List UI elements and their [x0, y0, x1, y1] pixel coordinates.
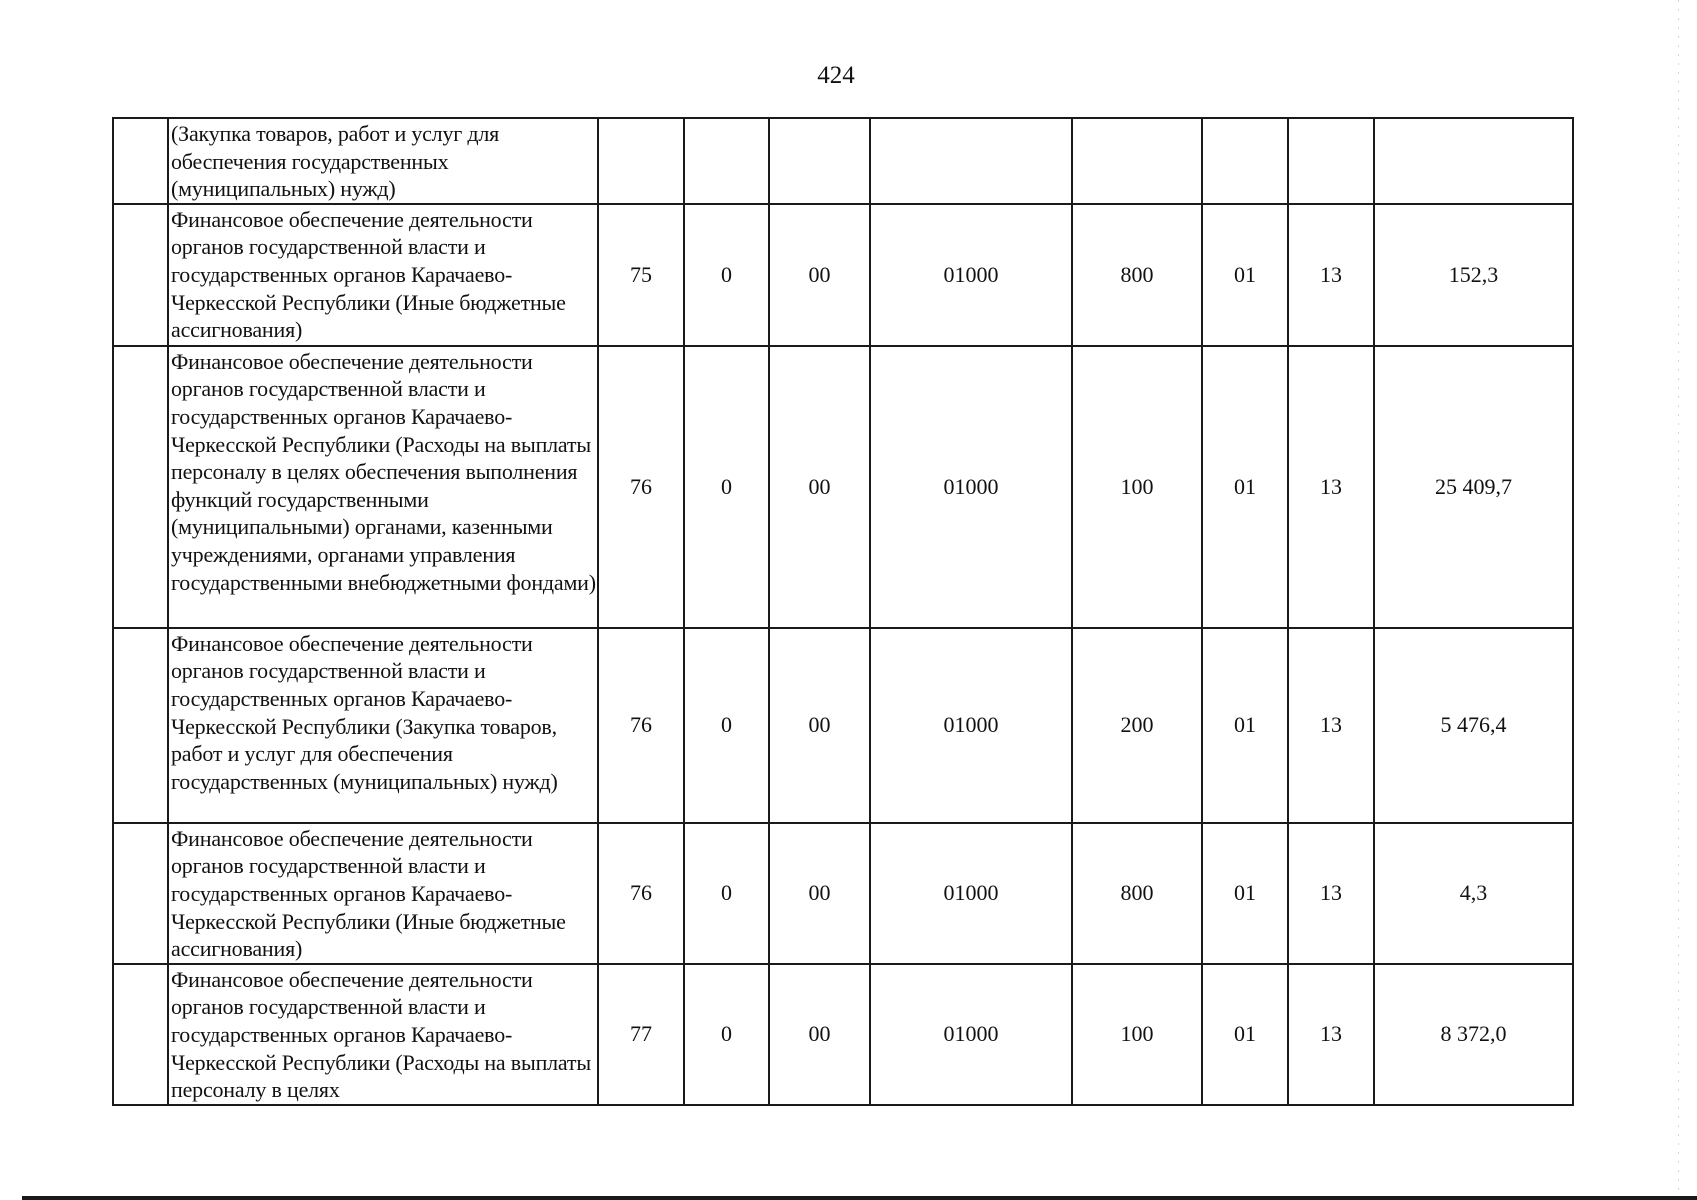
code-cell-2: 0 — [684, 823, 769, 964]
description-cell: Финансовое обеспечение деятельности органов государственной власти и государственных органов Карачаево-Черкесской Республики (Закупка товаров, работ и услуг для обеспечения государственных (муниципальных) нужд) — [168, 628, 598, 823]
row-number-cell — [113, 118, 168, 204]
code-cell-3: 00 — [769, 628, 870, 823]
code-cell-1 — [598, 118, 684, 204]
page-bottom-rule — [22, 1196, 1697, 1200]
section-cell: 01 — [1202, 346, 1288, 628]
subsection-cell — [1288, 118, 1374, 204]
code-cell-2: 0 — [684, 628, 769, 823]
code-cell-4: 01000 — [870, 346, 1072, 628]
section-cell: 01 — [1202, 628, 1288, 823]
table-row — [113, 346, 1573, 628]
amount-cell: 5 476,4 — [1374, 628, 1573, 823]
description-cell: Финансовое обеспечение деятельности органов государственной власти и государственных органов Карачаево-Черкесской Республики (Расходы на выплаты персоналу в целях — [168, 964, 598, 1105]
code-cell-4: 01000 — [870, 823, 1072, 964]
amount-cell: 4,3 — [1374, 823, 1573, 964]
code-cell-1: 75 — [598, 204, 684, 346]
amount-cell: 25 409,7 — [1374, 346, 1573, 628]
code-cell-3: 00 — [769, 823, 870, 964]
scan-edge-artifact — [1678, 0, 1679, 1190]
subsection-cell: 13 — [1288, 628, 1374, 823]
budget-table — [112, 117, 1574, 1106]
section-cell: 01 — [1202, 204, 1288, 346]
amount-cell: 152,3 — [1374, 204, 1573, 346]
section-cell: 01 — [1202, 823, 1288, 964]
code-cell-3: 00 — [769, 964, 870, 1105]
expense-type-cell: 800 — [1072, 204, 1202, 346]
row-number-cell — [113, 964, 168, 1105]
subsection-cell: 13 — [1288, 346, 1374, 628]
description-cell: Финансовое обеспечение деятельности органов государственной власти и государственных органов Карачаево-Черкесской Республики (Расходы на выплаты персоналу в целях обеспечения выполнения функций государственными (муниципальными) органами, казенными учреждениями, органами управления государственными внебюджетными фондами) — [168, 346, 598, 628]
code-cell-2: 0 — [684, 346, 769, 628]
code-cell-2: 0 — [684, 204, 769, 346]
code-cell-4 — [870, 118, 1072, 204]
subsection-cell: 13 — [1288, 964, 1374, 1105]
row-number-cell — [113, 628, 168, 823]
code-cell-2 — [684, 118, 769, 204]
amount-cell: 8 372,0 — [1374, 964, 1573, 1105]
code-cell-4: 01000 — [870, 204, 1072, 346]
subsection-cell: 13 — [1288, 823, 1374, 964]
table-row — [113, 118, 1573, 204]
code-cell-1: 76 — [598, 346, 684, 628]
expense-type-cell: 100 — [1072, 964, 1202, 1105]
section-cell: 01 — [1202, 964, 1288, 1105]
expense-type-cell: 200 — [1072, 628, 1202, 823]
expense-type-cell — [1072, 118, 1202, 204]
row-number-cell — [113, 346, 168, 628]
amount-cell — [1374, 118, 1573, 204]
section-cell — [1202, 118, 1288, 204]
code-cell-1: 77 — [598, 964, 684, 1105]
code-cell-4: 01000 — [870, 628, 1072, 823]
code-cell-1: 76 — [598, 628, 684, 823]
row-number-cell — [113, 823, 168, 964]
expense-type-cell: 800 — [1072, 823, 1202, 964]
expense-type-cell: 100 — [1072, 346, 1202, 628]
page-number: 424 — [817, 62, 855, 89]
subsection-cell: 13 — [1288, 204, 1374, 346]
table-row — [113, 964, 1573, 1105]
budget-table-container — [112, 117, 1572, 1106]
description-cell: Финансовое обеспечение деятельности органов государственной власти и государственных органов Карачаево-Черкесской Республики (Иные бюджетные ассигнования) — [168, 204, 598, 346]
code-cell-3 — [769, 118, 870, 204]
table-row — [113, 823, 1573, 964]
description-cell: (Закупка товаров, работ и услуг для обеспечения государственных (муниципальных) нужд) — [168, 118, 598, 204]
code-cell-2: 0 — [684, 964, 769, 1105]
table-row — [113, 628, 1573, 823]
code-cell-4: 01000 — [870, 964, 1072, 1105]
row-number-cell — [113, 204, 168, 346]
code-cell-3: 00 — [769, 204, 870, 346]
code-cell-1: 76 — [598, 823, 684, 964]
description-cell: Финансовое обеспечение деятельности органов государственной власти и государственных органов Карачаево-Черкесской Республики (Иные бюджетные ассигнования) — [168, 823, 598, 964]
table-row — [113, 204, 1573, 346]
code-cell-3: 00 — [769, 346, 870, 628]
